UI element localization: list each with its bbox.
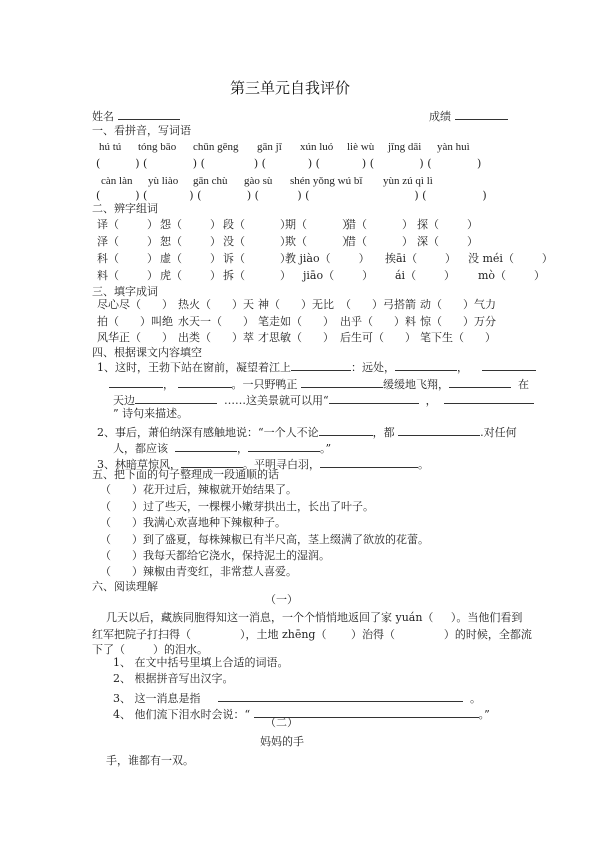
pinyin-item: yù liào [148,175,179,187]
char-item[interactable]: 探（ ） [417,218,478,231]
text: 4、 他们流下泪水时会说：“ [113,708,251,721]
idiom-item[interactable]: （ ）弓搭箭 [340,298,416,311]
sentence-item[interactable]: （ ）我满心欢喜地种下辣椒种子。 [100,516,286,529]
question-2: 2、 根据拼音写出汉字。 [113,672,234,685]
question-1: 1、 在文中括号里填上合适的词语。 [113,656,289,669]
text: 1、这时，王勃下站在窗前，凝望着江上 [97,361,291,374]
blank[interactable] [291,359,351,371]
sentence-item[interactable]: （ ）过了些天，一棵棵小嫩芽拱出土，长出了叶子。 [100,500,374,513]
name-field [92,108,180,124]
pinyin-item: jīng dāi [388,141,422,153]
pinyin-item: yàn huì [437,141,470,153]
score-label: 成绩 [429,110,451,123]
pinyin-item: yùn zú qì lì [383,175,433,187]
char-item[interactable]: 深（ ） [417,235,478,248]
char-item[interactable]: 怨（ ） [160,218,221,231]
idiom-item[interactable]: 水天一（ ） [178,315,254,328]
q1-line-1 [97,359,536,375]
char-item[interactable]: 没 méi（ ） [468,252,553,265]
name-label: 姓名 [92,110,114,123]
idiom-item[interactable]: 风华正（ ） [97,331,173,344]
text: ：远处， [351,361,395,374]
blank[interactable] [449,376,511,388]
passage-title: 妈妈的手 [260,735,304,748]
section-1-heading: 一、看拼音，写词语 [92,124,191,137]
char-item[interactable]: 欺（ ） [285,235,353,248]
text: .对任何 [480,426,517,439]
idiom-item[interactable]: 惊（ ）万分 [420,315,496,328]
char-item[interactable]: 虚（ ） [160,252,221,265]
char-item[interactable]: 诉（ ） [223,252,291,265]
idiom-item[interactable]: 才思敏（ ） [258,331,334,344]
char-item[interactable]: 挨āi（ ） [385,252,457,265]
sentence-item[interactable]: （ ）辣椒由青变红，非常惹人喜爱。 [100,565,297,578]
score-blank[interactable] [455,108,508,120]
char-item[interactable]: 借（ ） [345,235,413,248]
section-3-heading: 三、填字成词 [92,285,158,298]
q1-line-3 [113,392,534,408]
question-3 [113,690,481,706]
char-item[interactable]: 教 jiào（ ） [285,252,370,265]
text: 天边 [113,394,135,407]
char-item[interactable]: 泽（ ） [97,235,158,248]
char-item[interactable]: 料（ ） [97,269,158,282]
score-field [429,108,508,124]
char-item[interactable]: ái（ ） [395,269,456,282]
text: 3、 这一消息是指 [113,692,201,705]
blank[interactable] [175,440,237,452]
q2-line-2 [113,440,331,456]
text: 。 [418,458,429,471]
blank[interactable] [329,392,419,404]
q1-line-4: ” 诗句来描述。 [113,407,189,420]
text: ，都 [372,426,395,439]
idiom-item[interactable]: 拍（ ）叫绝 [97,315,173,328]
section-6-heading: 六、阅读理解 [92,580,158,593]
text: 2、事后，萧伯纳深有感触地说：“一个人不论 [97,426,319,439]
blank[interactable] [135,392,217,404]
text: ， [457,361,468,374]
pinyin-item: hú tú [99,141,122,153]
question-4 [113,706,490,722]
char-item[interactable]: 科（ ） [97,252,158,265]
blank[interactable] [109,376,163,388]
text: ……这美景就可以用“ [224,394,329,407]
para-line: 下了（ ）的泪水。 [92,643,208,656]
idiom-item[interactable]: 出乎（ ）料 [340,315,416,328]
char-item[interactable]: mò（ ） [478,269,546,282]
blank[interactable] [444,392,534,404]
part-1-label: （一） [265,593,298,606]
pinyin-item: xún luó [300,141,334,153]
text: 人，都应该 [113,442,168,455]
char-item[interactable]: 虎（ ） [160,269,221,282]
page-title: 第三单元自我评价 [229,79,350,97]
blank[interactable] [395,359,457,371]
q2-line-1 [97,424,517,440]
blank[interactable] [319,424,373,436]
blank[interactable] [398,424,480,436]
paren-row-1[interactable]: ( ) ( ) ( ) ( ) ( ) ( ) ( ) [96,157,482,170]
q1-line-2 [109,376,529,392]
idiom-item[interactable]: 出类（ ）萃 [178,331,254,344]
idiom-item[interactable]: 后生可（ ） [340,331,416,344]
char-item[interactable]: 恕（ ） [160,235,221,248]
char-item[interactable]: 没（ ） [223,235,291,248]
sentence-item[interactable]: （ ）花开过后，辣椒就开始结果了。 [100,483,297,496]
idiom-item[interactable]: 笔走如（ ） [258,315,334,328]
idiom-item[interactable]: 笔下生（ ） [420,331,496,344]
blank[interactable] [218,690,463,702]
text: 。平明寻白羽， [243,458,320,471]
para-line: 几天以后，藏族同胞得知这一消息，一个个悄悄地返回了家 yuán（ ）。当他们看到 [92,611,523,624]
pinyin-item: gào sù [244,175,273,187]
idiom-item[interactable]: 尽心尽（ ） [97,298,173,311]
blank[interactable] [301,376,383,388]
paren-row-2[interactable]: ( ) ( ) ( ) ( ) ( ) ( ) [96,189,487,202]
text: 。 [469,692,481,705]
blank[interactable] [178,376,232,388]
pinyin-item: càn làn [101,175,133,187]
text: 3、林暗草惊风， [97,458,181,471]
idiom-item[interactable]: 神（ ）无比 [258,298,334,311]
idiom-item[interactable]: 热火（ ）天 [178,298,254,311]
char-item[interactable]: 段（ ） [223,218,291,231]
pinyin-item: gān jī [257,141,282,153]
blank[interactable] [181,456,243,468]
name-blank[interactable] [118,108,180,120]
sentence-item[interactable]: （ ）我每天都给它浇水，保持泥土的湿润。 [100,549,330,562]
char-item[interactable]: jiāo（ ） [303,269,374,282]
blank[interactable] [248,440,320,452]
para-line: 红军把院子打扫得（ ），土地 zhēng（ ）治得（ ）的时候，全都流 [92,628,532,641]
pinyin-item: gān chù [193,175,228,187]
char-item[interactable]: 期（ ） [285,218,353,231]
section-5-heading: 五、把下面的句子整理成一段通顺的话 [92,468,279,481]
text: ， [425,394,437,407]
pinyin-item: liè wù [347,141,375,153]
sentence-item[interactable]: （ ）到了盛夏，每株辣椒已有半尺高，茎上缀满了欲放的花蕾。 [100,533,429,546]
text: 。一只野鸭正 [231,378,298,391]
idiom-item[interactable]: 动（ ）气力 [420,298,496,311]
text: 。” [478,708,490,721]
char-item[interactable]: 猎（ ） [345,218,413,231]
text: 在 [518,378,529,391]
blank[interactable] [320,456,418,468]
pinyin-item: shén yǒng wú bǐ [290,175,363,187]
text: 缓缓地飞翔， [383,378,449,391]
pinyin-item: tóng bāo [138,141,177,153]
char-item[interactable]: 拆（ ） [223,269,291,282]
section-4-heading: 四、根据课文内容填空 [92,346,202,359]
section-2-heading: 二、辨字组词 [92,202,158,215]
text: 。” [320,442,332,455]
text: ， [237,442,248,455]
text: ， [163,378,174,391]
part-2-label: （二） [265,716,298,729]
blank[interactable] [482,359,536,371]
passage-first-line: 手，谁都有一双。 [92,754,194,767]
char-item[interactable]: 译（ ） [97,218,158,231]
pinyin-item: chūn gēng [193,141,239,153]
